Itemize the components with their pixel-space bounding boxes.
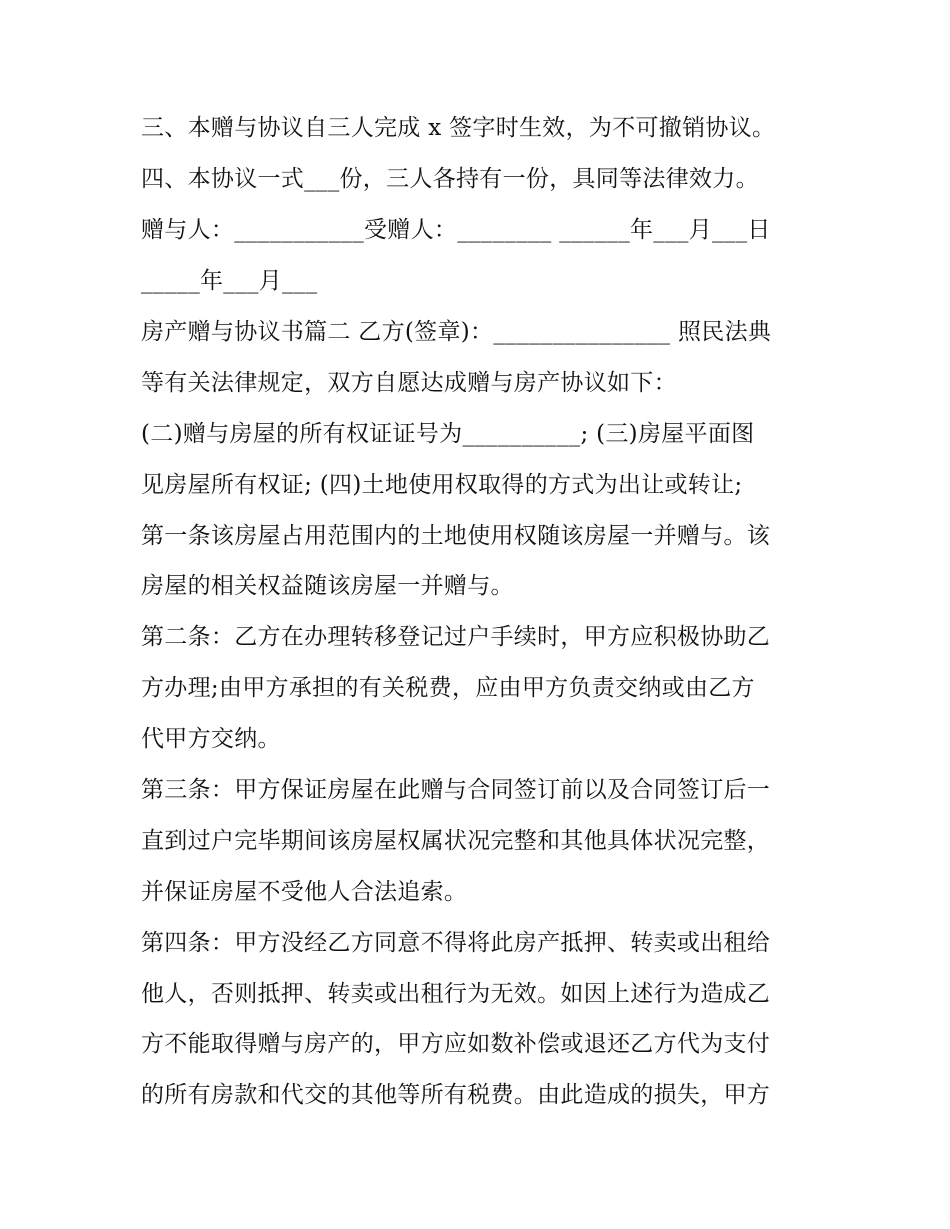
text-line: 第一条该房屋占用范围内的土地使用权随该房屋一并赠与。该 [141, 523, 771, 549]
text-line: (二)赠与房屋的所有权证证号为__________; (三)房屋平面图 [141, 421, 755, 447]
text-line: 他人，否则抵押、转卖或出租行为无效。如因上述行为造成乙 [141, 981, 771, 1007]
text-line: 第三条：甲方保证房屋在此赠与合同签订前以及合同签订后一 [141, 777, 771, 803]
text-line: 等有关法律规定，双方自愿达成赠与房产协议如下： [141, 370, 677, 396]
text-line: 房产赠与协议书篇二 乙方(签章)：_______________ 照民法典 [141, 319, 772, 345]
text-line: 四、本协议一式___份，三人各持有一份，具同等法律效力。 [141, 166, 759, 192]
text-line: 赠与人：___________受赠人：________ ______年___月___日 [141, 217, 771, 243]
text-line: 的所有房款和代交的其他等所有税费。由此造成的损失，甲方 [141, 1082, 771, 1108]
text-line: 见房屋所有权证; (四)土地使用权取得的方式为出让或转让; [141, 472, 743, 498]
text-line: 方不能取得赠与房产的，甲方应如数补偿或退还乙方代为支付 [141, 1031, 771, 1057]
text-line: 方办理;由甲方承担的有关税费，应由甲方负责交纳或由乙方 [141, 675, 755, 701]
text-line: 直到过户完毕期间该房屋权属状况完整和其他具体状况完整， [141, 828, 771, 854]
text-line: 三、本赠与协议自三人完成 x 签字时生效，为不可撤销协议。 [141, 115, 776, 141]
text-line: 第二条：乙方在办理转移登记过户手续时，甲方应积极协助乙 [141, 624, 771, 650]
text-line: 房屋的相关权益随该房屋一并赠与。 [141, 573, 514, 599]
text-line: 并保证房屋不受他人合法追索。 [141, 879, 468, 905]
text-line: _____年___月___ [141, 268, 318, 294]
text-line: 第四条：甲方没经乙方同意不得将此房产抵押、转卖或出租给 [141, 930, 771, 956]
text-line: 代甲方交纳。 [141, 726, 281, 752]
